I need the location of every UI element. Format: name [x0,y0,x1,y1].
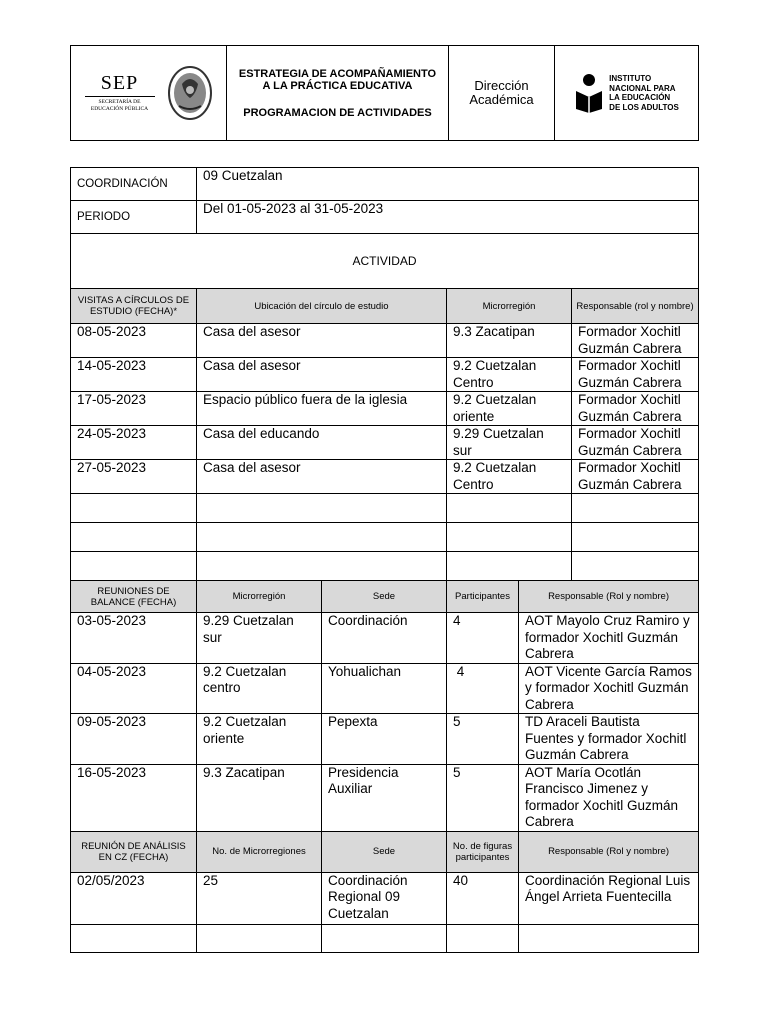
reunion-sede: Pepexta [322,714,447,765]
empty-row [71,523,699,552]
direccion-line1: Dirección [474,78,529,93]
table-row [71,764,699,831]
visita-ubicacion: Casa del educando [197,426,447,460]
reunion-participantes: 5 [447,764,519,831]
sep-logo: SEP [100,72,139,94]
periodo-label: PERIODO [71,201,197,234]
visita-microrregion: 9.2 Cuetzalan Centro [447,460,572,494]
analisis-header-responsable: Responsable (Rol y nombre) [519,831,699,872]
reunion-responsable: AOT Vicente García Ramos y formador Xochitl Guzmán Cabrera [519,663,699,714]
visitas-header-responsable: Responsable (rol y nombre) [572,289,699,324]
document-subtitle: PROGRAMACION DE ACTIVIDADES [243,106,432,119]
sep-logo-cell [71,46,227,141]
inea-name-line1: INSTITUTO [609,74,652,83]
reunion-responsable: TD Araceli Bautista Fuentes y formador Xochitl Guzmán Cabrera [519,714,699,765]
inea-name-line2: NACIONAL PARA [609,83,676,93]
table-row [71,714,699,765]
reunion-fecha: 09-05-2023 [71,714,197,765]
reunion-microrregion: 9.3 Zacatipan [197,764,322,831]
visita-responsable: Formador Xochitl Guzmán Cabrera [572,392,699,426]
actividad-title: ACTIVIDAD [71,234,699,289]
coordinacion-value: 09 Cuetzalan [197,168,699,201]
reunion-fecha: 16-05-2023 [71,764,197,831]
inea-name-line3: LA EDUCACIÓN [609,93,671,102]
reunion-sede: Yohualichan [322,663,447,714]
visitas-header-microrregion: Microrregión [447,289,572,324]
analisis-figuras: 40 [447,872,519,924]
reunion-microrregion: 9.29 Cuetzalan sur [197,613,322,664]
visitas-header-fecha: VISITAS A CÍRCULOS DE ESTUDIO (FECHA)* [71,289,197,324]
visita-microrregion: 9.2 Cuetzalan oriente [447,392,572,426]
document-header [70,45,699,141]
analisis-header-microrregiones: No. de Microrregiones [197,831,322,872]
visita-responsable: Formador Xochitl Guzmán Cabrera [572,460,699,494]
visita-ubicacion: Espacio público fuera de la iglesia [197,392,447,426]
visita-responsable: Formador Xochitl Guzmán Cabrera [572,358,699,392]
inea-reader-icon [574,73,604,113]
analisis-fecha: 02/05/2023 [71,872,197,924]
activities-table [70,167,699,953]
table-row [71,358,699,392]
reunion-fecha: 04-05-2023 [71,663,197,714]
analisis-header-fecha: REUNIÓN DE ANÁLISIS EN CZ (FECHA) [71,831,197,872]
reuniones-header-microrregion: Microrregión [197,581,322,613]
reunion-sede: Coordinación [322,613,447,664]
reunion-sede: Presidencia Auxiliar [322,764,447,831]
table-row [71,872,699,924]
periodo-value: Del 01-05-2023 al 31-05-2023 [197,201,699,234]
reuniones-header-sede: Sede [322,581,447,613]
visita-ubicacion: Casa del asesor [197,324,447,358]
reuniones-header-fecha: REUNIONES DE BALANCE (FECHA) [71,581,197,613]
coordinacion-label: COORDINACIÓN [71,168,197,201]
inea-logo-cell [555,46,699,141]
direccion-cell [449,46,555,141]
empty-row [71,924,699,952]
sep-name-line1: SECRETARÍA DE [98,99,141,105]
empty-row [71,552,699,581]
visita-microrregion: 9.3 Zacatipan [447,324,572,358]
reuniones-header-participantes: Participantes [447,581,519,613]
table-row [71,426,699,460]
visita-ubicacion: Casa del asesor [197,460,447,494]
visita-fecha: 08-05-2023 [71,324,197,358]
document-title-line1: ESTRATEGIA DE ACOMPAÑAMIENTO [238,67,437,80]
reunion-responsable: AOT María Ocotlán Francisco Jimenez y formador Xochitl Guzmán Cabrera [519,764,699,831]
table-row [71,460,699,494]
visita-microrregion: 9.2 Cuetzalan Centro [447,358,572,392]
analisis-header-figuras: No. de figuras participantes [447,831,519,872]
visita-fecha: 24-05-2023 [71,426,197,460]
reunion-participantes: 4 [447,613,519,664]
visitas-header-ubicacion: Ubicación del círculo de estudio [197,289,447,324]
mexico-seal-icon [167,64,213,122]
analisis-header-sede: Sede [322,831,447,872]
analisis-sede: Coordinación Regional 09 Cuetzalan [322,872,447,924]
reunion-responsable: AOT Mayolo Cruz Ramiro y formador Xochitl Guzmán Cabrera [519,613,699,664]
empty-row [71,494,699,523]
reunion-participantes: 5 [447,714,519,765]
reunion-participantes: 4 [447,663,519,714]
document-title-line2: A LA PRÁCTICA EDUCATIVA [262,79,413,92]
visita-responsable: Formador Xochitl Guzmán Cabrera [572,426,699,460]
visita-fecha: 14-05-2023 [71,358,197,392]
reunion-fecha: 03-05-2023 [71,613,197,664]
table-row [71,663,699,714]
visita-ubicacion: Casa del asesor [197,358,447,392]
direccion-line2: Académica [469,92,534,107]
visita-fecha: 17-05-2023 [71,392,197,426]
analisis-microrregiones: 25 [197,872,322,924]
table-row [71,324,699,358]
table-row [71,392,699,426]
visita-microrregion: 9.29 Cuetzalan sur [447,426,572,460]
reuniones-header-responsable: Responsable (Rol y nombre) [519,581,699,613]
analisis-responsable: Coordinación Regional Luis Ángel Arrieta Fuentecilla [519,872,699,924]
reunion-microrregion: 9.2 Cuetzalan centro [197,663,322,714]
document-title-cell [227,46,449,141]
inea-name-line4: DE LOS ADULTOS [609,102,679,112]
table-row [71,613,699,664]
visita-responsable: Formador Xochitl Guzmán Cabrera [572,324,699,358]
reunion-microrregion: 9.2 Cuetzalan oriente [197,714,322,765]
sep-name-line2: EDUCACIÓN PÚBLICA [90,106,149,112]
visita-fecha: 27-05-2023 [71,460,197,494]
